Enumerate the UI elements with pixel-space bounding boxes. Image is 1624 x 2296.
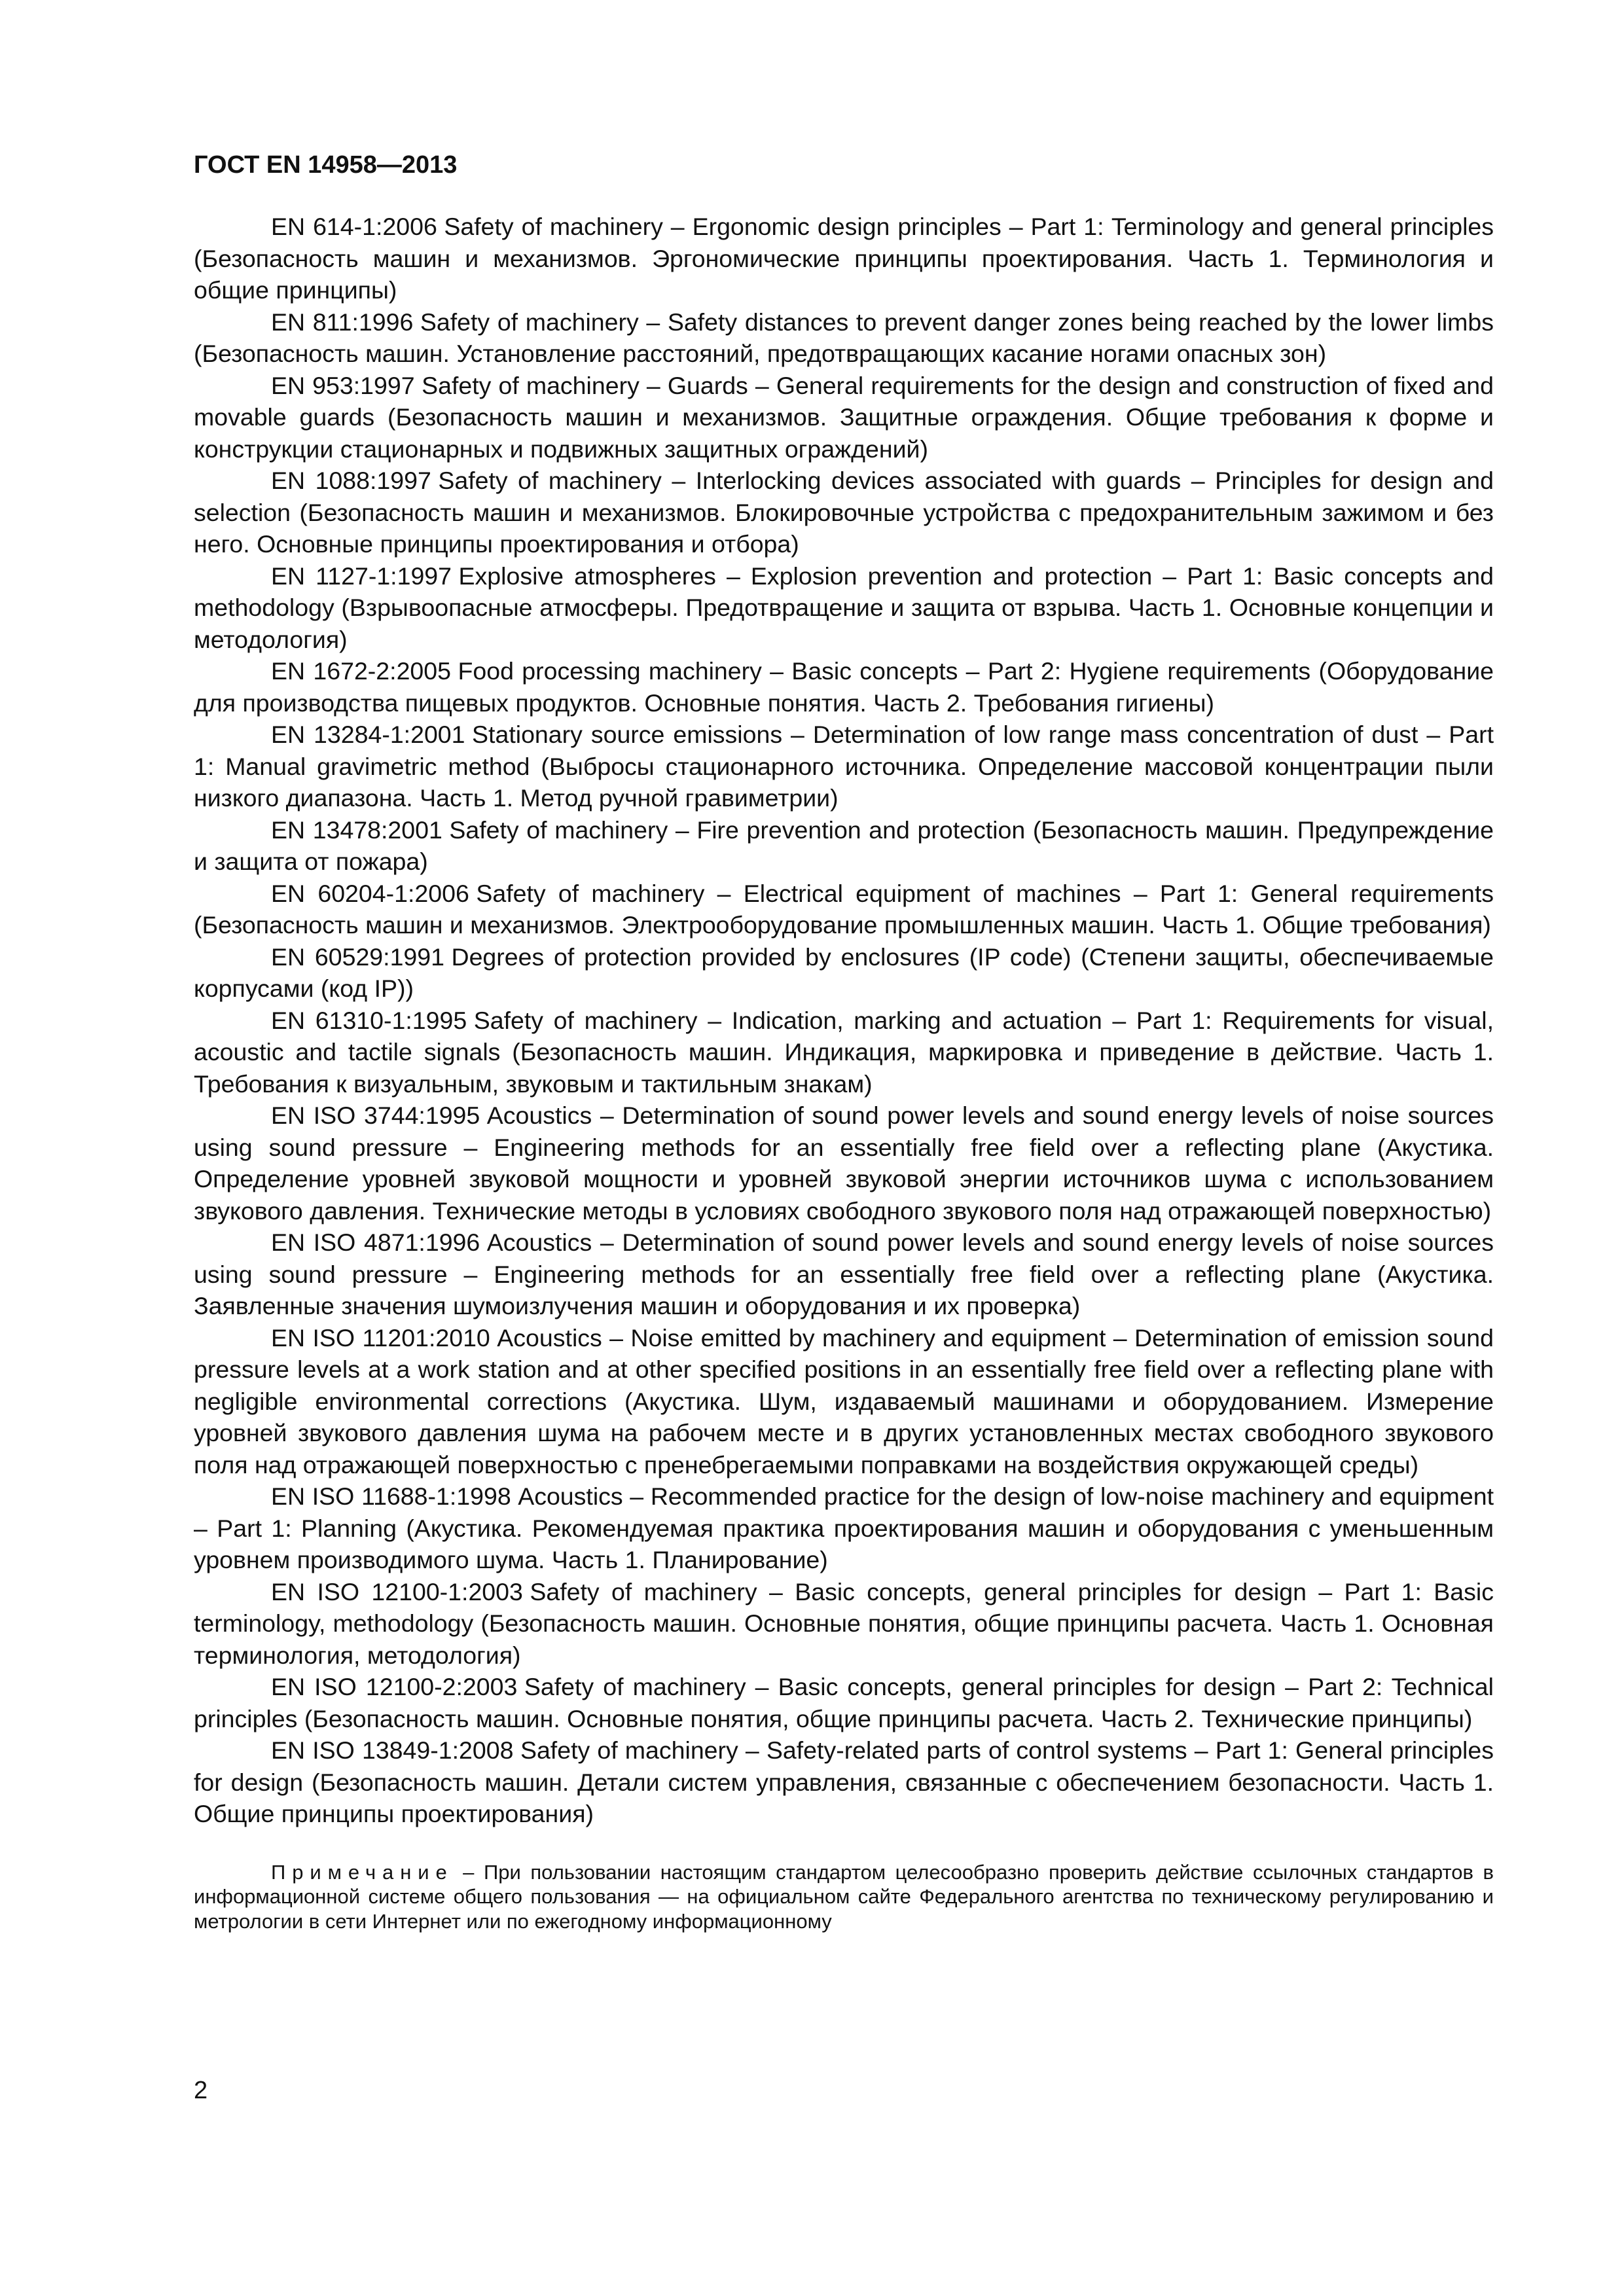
note-paragraph [194,1860,1494,1934]
reference-title: Food processing machinery – Basic concepts – Part 2: Hygiene requirements (Оборудование для производства пищевых продуктов. Основные понятия. Часть 2. Требования гигиены) [194,657,1494,717]
document-id-header: ГОСТ EN 14958—2013 [194,151,458,179]
reference-code: EN ISO 12100-1:2003 [271,1577,523,1605]
reference-entry [194,655,1494,719]
reference-entry [194,1100,1494,1227]
reference-title: Safety of machinery – Safety distances to prevent danger zones being reached by the lower limbs (Безопасность машин. Установление расстояний, предотвращающих касание ногами опасных зон) [194,308,1494,367]
reference-code: EN ISO 11201:2010 [271,1323,490,1352]
reference-title: Explosive atmospheres – Explosion prevention and protection – Part 1: Basic concepts and methodology (Взрывоопасные атмосферы. Предотвращение и защита от взрыва. Часть 1. Основные концепции и методология) [194,562,1494,653]
reference-title: Acoustics – Determination of sound power levels and sound energy levels of noise sources using sound pressure – Engineering methods for an essentially free field over a reflecting plane (Акустика. Определение уровней звуковой мощности и уровней звуковой энергии источников шума с использованием звукового давления. Технические методы в условиях свободного звукового поля над отражающей поверхностью) [194,1102,1494,1225]
reference-title: Safety of machinery – Safety-related parts of control systems – Part 1: General principles for design (Безопасность машин. Детали систем управления, связанные с обеспечением безопасности. Часть 1. Общие принципы проектирования) [194,1736,1494,1827]
reference-title: Degrees of protection provided by enclosures (IP code) (Степени защиты, обеспечиваемые корпусами (код IP)) [194,942,1494,1002]
reference-entry [194,306,1494,370]
page-number: 2 [194,2077,208,2104]
reference-entry [194,814,1494,878]
reference-title: Safety of machinery – Electrical equipment of machines – Part 1: General requirements (Безопасность машин и механизмов. Электрооборудование промышленных машин. Часть 1. Общие требования) [194,879,1494,939]
reference-entry [194,1671,1494,1734]
reference-entry [194,1480,1494,1576]
reference-entry [194,1005,1494,1100]
reference-code: EN 60204-1:2006 [271,879,469,907]
reference-title: Safety of machinery – Interlocking devices associated with guards – Principles for design and selection (Безопасность машин и механизмов. Блокировочные устройства с предохранительным зажимом и без него. Основные принципы проектирования и отбора) [194,467,1494,558]
reference-entry [194,1576,1494,1672]
reference-title: Safety of machinery – Ergonomic design principles – Part 1: Terminology and general principles (Безопасность машин и механизмов. Эргономические принципы проектирования. Часть 1. Терминология и общие принципы) [194,213,1494,304]
note-label: Примечание [271,1860,454,1884]
reference-code: EN 811:1996 [271,308,414,336]
reference-code: EN 953:1997 [271,371,415,399]
reference-code: EN ISO 13849-1:2008 [271,1736,514,1764]
reference-code: EN 1088:1997 [271,467,431,494]
reference-title: Safety of machinery – Basic concepts, general principles for design – Part 2: Technical principles (Безопасность машин. Основные понятия, общие принципы расчета. Часть 2. Технические принципы) [194,1673,1494,1732]
reference-entry [194,1227,1494,1322]
reference-code: EN ISO 4871:1996 [271,1229,480,1256]
reference-code: EN 614-1:2006 [271,213,437,240]
reference-code: EN 13284-1:2001 [271,721,465,748]
normative-references-list [194,211,1494,1830]
reference-entry [194,1734,1494,1830]
reference-entry [194,465,1494,560]
reference-code: EN ISO 11688-1:1998 [271,1482,511,1510]
reference-title: Stationary source emissions – Determination of low range mass concentration of dust – Part 1: Manual gravimetric method (Выбросы стационарного источника. Определение массовой концентрации пыли низкого диапазона. Часть 1. Метод ручной гравиметрии) [194,721,1494,812]
reference-entry [194,1322,1494,1481]
reference-title: Acoustics – Recommended practice for the design of low-noise machinery and equipment – Part 1: Planning (Акустика. Рекомендуемая практика проектирования машин и оборудования с уменьшенным уровнем производимого шума. Часть 1. Планирование) [194,1482,1494,1573]
note-text: – При пользовании настоящим стандартом целесообразно проверить действие ссылочных стандартов в информационной системе общего пользования — на официальном сайте Федерального агентства по техническому регулированию и метрологии в сети Интернет или по ежегодному информационному [194,1860,1494,1933]
reference-title: Safety of machinery – Fire prevention and protection (Безопасность машин. Предупреждение и защита от пожара) [194,816,1494,875]
reference-entry [194,560,1494,656]
reference-entry [194,719,1494,814]
reference-title: Safety of machinery – Indication, marking and actuation – Part 1: Requirements for visual, acoustic and tactile signals (Безопасность машин. Индикация, маркировка и приведение в действие. Часть 1. Требования к визуальным, звуковым и тактильным знакам) [194,1006,1494,1098]
reference-title: Safety of machinery – Guards – General requirements for the design and construction of fixed and movable guards (Безопасность машин и механизмов. Защитные ограждения. Общие требования к форме и конструкции стационарных и подвижных защитных ограждений) [194,371,1494,463]
reference-title: Safety of machinery – Basic concepts, general principles for design – Part 1: Basic terminology, methodology (Безопасность машин. Основные понятия, общие принципы расчета. Часть 1. Основная терминология, методология) [194,1577,1494,1669]
reference-code: EN 13478:2001 [271,816,442,844]
document-page [194,149,1494,1933]
reference-code: EN 1672-2:2005 [271,657,451,685]
reference-code: EN 1127-1:1997 [271,562,452,590]
reference-entry [194,941,1494,1005]
reference-code: EN ISO 3744:1995 [271,1102,480,1129]
reference-entry [194,370,1494,465]
reference-code: EN 61310-1:1995 [271,1006,467,1034]
reference-code: EN ISO 12100-2:2003 [271,1673,518,1700]
reference-title: Acoustics – Determination of sound power levels and sound energy levels of noise sources using sound pressure – Engineering methods for an essentially free field over a reflecting plane (Акустика. Заявленные значения шумоизлучения машин и оборудования и их проверка) [194,1229,1494,1319]
reference-code: EN 60529:1991 [271,942,444,971]
reference-entry [194,211,1494,306]
reference-title: Acoustics – Noise emitted by machinery and equipment – Determination of emission sound pressure levels at a work station and at other specified positions in an essentially free field over a reflecting plane with negligible environmental corrections (Акустика. Шум, издаваемый машинами и оборудованием. Измерение уровней звукового давления шума на рабочем месте и в других установленных местах свободного звукового поля над отражающей поверхностью с пренебрегаемыми поправками на воздействия окружающей среды) [194,1323,1494,1479]
reference-entry [194,878,1494,941]
